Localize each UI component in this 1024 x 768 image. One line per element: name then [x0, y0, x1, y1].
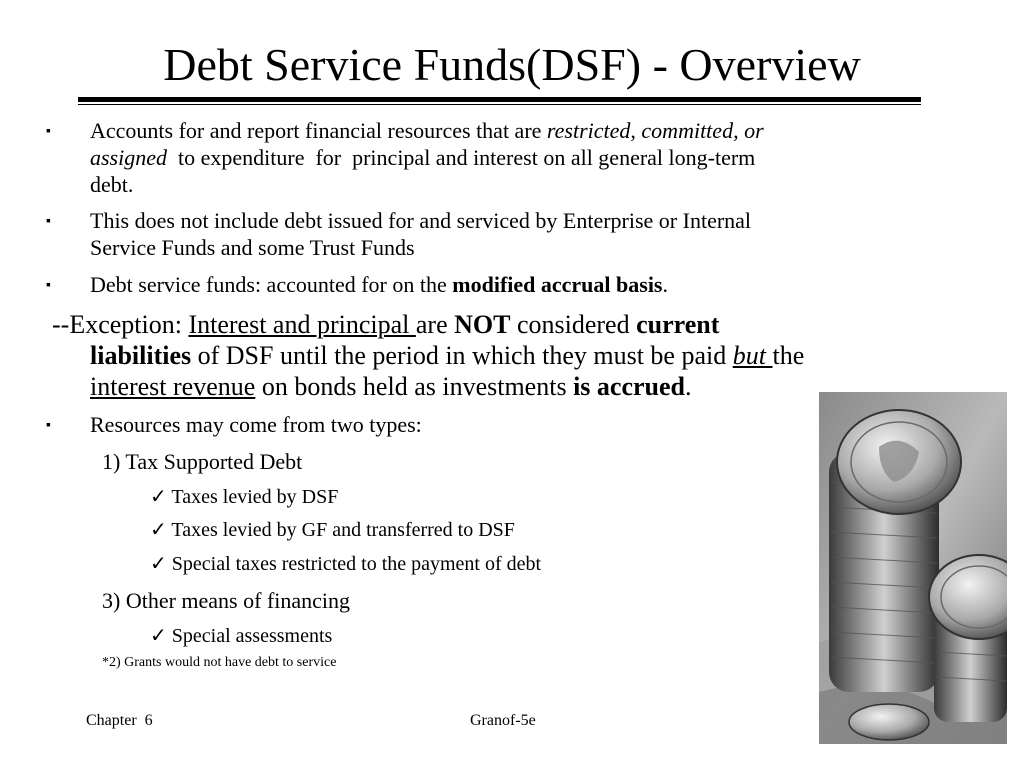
bullet-marker: ▪	[46, 278, 51, 293]
footer-chapter: Chapter 6	[86, 712, 153, 729]
bullet-3-bold: modified accrual basis	[452, 272, 663, 297]
exception-bold-liabilities: liabilities	[90, 341, 192, 370]
exception-bold-current: current	[636, 310, 720, 339]
tax-item-3	[150, 552, 541, 576]
exception-underline-1: Interest and principal	[188, 310, 416, 339]
exception-paragraph	[52, 309, 972, 402]
exception-underline-interest-revenue: interest revenue	[90, 372, 256, 401]
bullet-1-text-c: debt.	[90, 172, 134, 197]
tax-item-1	[150, 485, 338, 509]
footnote: *2) Grants would not have debt to service	[102, 655, 337, 670]
tax-item-label: Taxes levied by DSF	[171, 486, 339, 508]
bullet-2-line-2: Service Funds and some Trust Funds	[90, 235, 415, 260]
title-rule-thick	[78, 97, 921, 102]
tax-item-label: Taxes levied by GF and transferred to DSF	[171, 519, 515, 541]
checkmark-icon: ✓	[150, 519, 167, 541]
title-rule-thin	[78, 104, 921, 105]
bullet-2-text	[90, 207, 970, 261]
bullet-marker: ▪	[46, 124, 51, 139]
checkmark-icon: ✓	[150, 486, 167, 508]
exception-t1: are	[415, 310, 455, 339]
other-means-heading: 3) Other means of financing	[102, 588, 351, 613]
exception-t5: on bonds held as investments	[255, 372, 574, 401]
bullet-marker: ▪	[46, 418, 51, 433]
slide-title: Debt Service Funds(DSF) - Overview	[163, 39, 861, 90]
bullet-1-text-a: Accounts for and report financial resources that are	[90, 118, 547, 143]
bullet-3-text-a: Debt service funds: accounted for on the	[90, 272, 453, 297]
checkmark-icon: ✓	[150, 625, 167, 647]
bullet-1-italic-b: assigned	[90, 145, 167, 170]
other-item-1	[150, 624, 332, 648]
exception-t6: .	[685, 372, 692, 401]
bullet-marker: ▪	[46, 214, 51, 229]
tax-supported-heading: 1) Tax Supported Debt	[102, 449, 303, 474]
bullet-1-text	[90, 117, 970, 198]
exception-t3: of DSF until the period in which they must be paid	[191, 341, 733, 370]
exception-t2: considered	[510, 310, 637, 339]
coins-photo	[819, 392, 1007, 744]
footer-source: Granof-5e	[470, 712, 536, 729]
exception-bold-accrued: is accrued	[573, 372, 685, 401]
checkmark-icon: ✓	[150, 553, 167, 575]
exception-prefix: --Exception:	[52, 310, 189, 339]
bullet-1-italic-a: restricted, committed, or	[546, 118, 764, 143]
bullet-1-text-b: to expenditure for principal and interest on all general long-term	[167, 145, 756, 170]
exception-underline-but: but	[732, 341, 773, 370]
tax-item-label: Special taxes restricted to the payment of debt	[171, 553, 542, 575]
resources-text: Resources may come from two types:	[90, 412, 422, 437]
exception-t4: the	[772, 341, 805, 370]
exception-bold-not: NOT	[454, 310, 511, 339]
bullet-3-text-b: .	[662, 272, 668, 297]
bullet-3-text	[90, 271, 970, 298]
other-item-label: Special assessments	[171, 625, 333, 647]
tax-item-2	[150, 518, 515, 542]
bullet-2-line-1: This does not include debt issued for and serviced by Enterprise or Internal	[90, 208, 752, 233]
